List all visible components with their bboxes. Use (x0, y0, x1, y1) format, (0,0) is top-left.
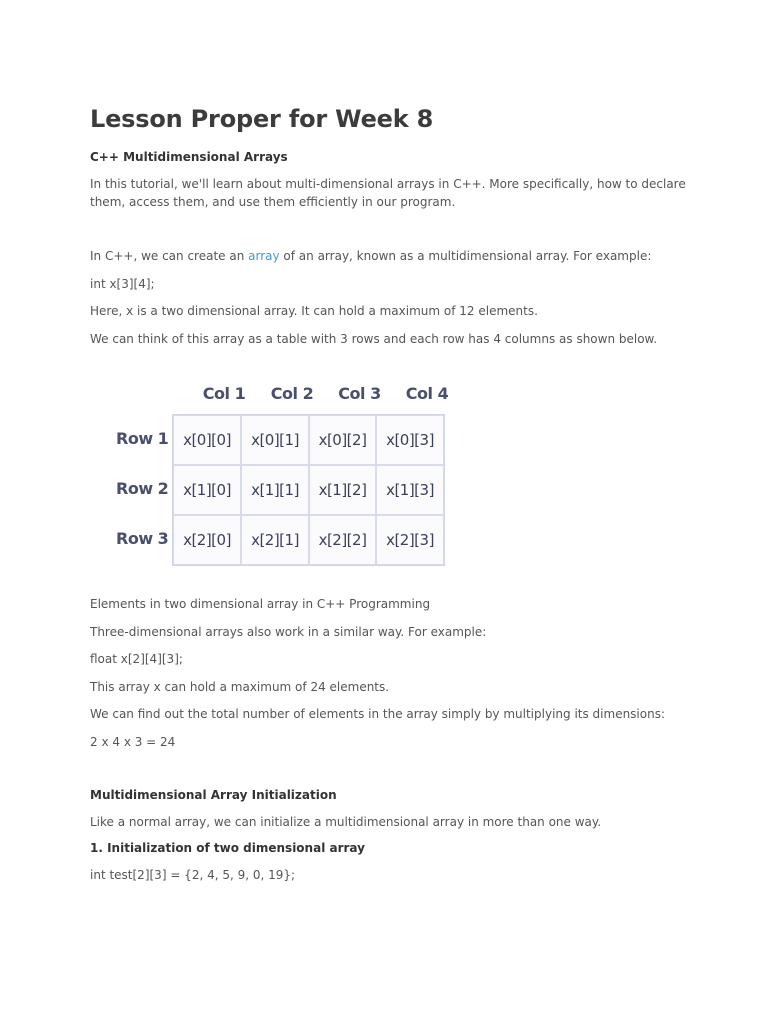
table-cell: x[0][0] (173, 415, 241, 465)
initialization-intro: Like a normal array, we can initialize a multidimensional array in more than one way. (90, 815, 602, 829)
create-paragraph (90, 247, 690, 265)
table-cell: x[2][1] (241, 515, 309, 565)
dimensions-paragraph: We can find out the total number of elements in the array simply by multiplying its dimensions: (90, 707, 666, 721)
array-link[interactable]: array (248, 249, 280, 263)
row-header-3: Row 3 (116, 529, 169, 548)
table-cell: x[1][3] (376, 465, 444, 515)
three-d-description: This array x can hold a maximum of 24 elements. (90, 680, 390, 694)
column-header-4: Col 4 (405, 384, 449, 403)
table-cell: x[0][1] (241, 415, 309, 465)
table-cell: x[1][1] (241, 465, 309, 515)
array-table-figure (110, 379, 470, 579)
code-initialization: int test[2][3] = {2, 4, 5, 9, 0, 19}; (90, 868, 296, 882)
row-header-2: Row 2 (116, 479, 169, 498)
column-header-2: Col 2 (270, 384, 314, 403)
row-header-1: Row 1 (116, 429, 169, 448)
lesson-content (90, 103, 690, 884)
three-d-paragraph: Three-dimensional arrays also work in a similar way. For example: (90, 625, 487, 639)
code-2d-declaration: int x[3][4]; (90, 277, 155, 291)
create-text-pre: In C++, we can create an (90, 249, 249, 263)
table-cell: x[2][0] (173, 515, 241, 565)
create-text-post: of an array, known as a multidimensional array. For example: (279, 249, 652, 263)
calculation-line: 2 x 4 x 3 = 24 (90, 735, 176, 749)
two-d-description: Here, x is a two dimensional array. It can hold a maximum of 12 elements. (90, 304, 538, 318)
section-heading-initialization: Multidimensional Array Initialization (90, 788, 337, 802)
subsection-heading-2d-init: 1. Initialization of two dimensional array (90, 841, 365, 855)
column-header-1: Col 1 (202, 384, 246, 403)
table-cell: x[1][0] (173, 465, 241, 515)
code-3d-declaration: float x[2][4][3]; (90, 652, 183, 666)
table-cell: x[2][3] (376, 515, 444, 565)
page-title: Lesson Proper for Week 8 (90, 105, 434, 133)
table-description: We can think of this array as a table with 3 rows and each row has 4 columns as shown below. (90, 332, 658, 346)
table-cell: x[0][2] (309, 415, 376, 465)
table-cell: x[2][2] (309, 515, 376, 565)
column-header-3: Col 3 (338, 384, 381, 403)
array-element-grid (172, 414, 445, 566)
table-cell: x[0][3] (376, 415, 444, 465)
figure-caption: Elements in two dimensional array in C++ Programming (90, 597, 431, 611)
section-heading-arrays: C++ Multidimensional Arrays (90, 150, 288, 164)
table-cell: x[1][2] (309, 465, 376, 515)
intro-paragraph: In this tutorial, we'll learn about multi-dimensional arrays in C++. More specifically, how to declare them, access them, and use them efficiently in our program. (90, 177, 686, 209)
